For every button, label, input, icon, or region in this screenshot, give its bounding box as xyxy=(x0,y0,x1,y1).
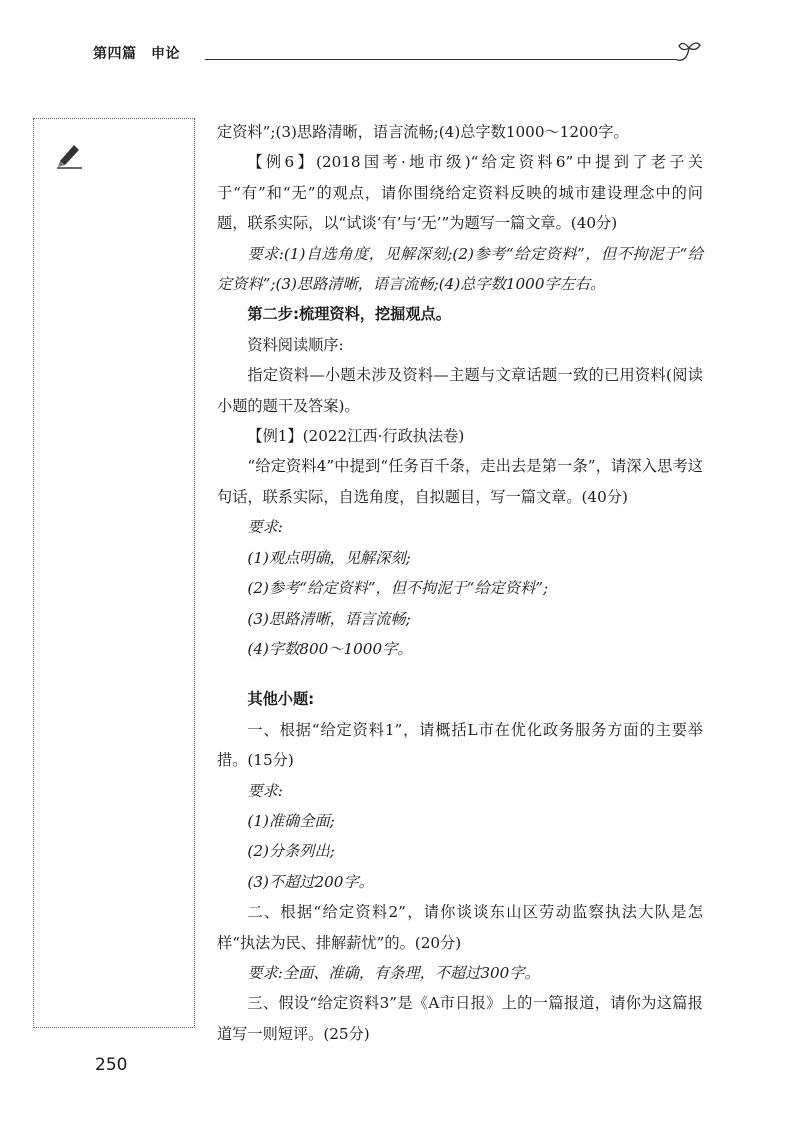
example-1-req-item: (3)思路清晰，语言流畅; xyxy=(247,609,411,628)
step-2-heading: 第二步:梳理资料，挖掘观点。 xyxy=(247,305,451,324)
reading-order-label: 资料阅读顺序: xyxy=(247,335,344,354)
question-2: 二、根据“给定资料2”，请你谈谈东山区劳动监察执法大队是怎样“执法为民、排解薪忧”的。(20分) xyxy=(217,903,703,952)
example-1-req-item: (1)观点明确，见解深刻; xyxy=(247,548,411,567)
question-1-req-item: (1)准确全面; xyxy=(247,811,335,830)
other-questions-heading: 其他小题: xyxy=(247,690,315,709)
example-1-body: “给定资料4”中提到“任务百千条，走出去是第一条”，请深入思考这句话，联系实际，自选角度，自拟题目，写一篇文章。(40分) xyxy=(217,457,703,506)
example-1-title: 【例1】(2022江西·行政执法卷) xyxy=(247,427,465,446)
sprout-icon xyxy=(675,40,703,70)
question-1-req-item: (3)不超过200字。 xyxy=(247,872,374,891)
pencil-icon xyxy=(54,141,84,173)
paragraph: 定资料”;(3)思路清晰，语言流畅;(4)总字数1000～1200字。 xyxy=(217,123,629,141)
question-1: 一、根据“给定资料1”，请概括L市在优化政务服务方面的主要举措。(15分) xyxy=(217,720,703,770)
example-6-requirements: 要求:(1)自选角度，见解深刻;(2)参考“给定资料”，但不拘泥于“给定资料”;(3)思路清晰，语言流畅;(4)总字数1000字左右。 xyxy=(217,244,703,294)
example-6: 【例6】(2018国考·地市级)“给定资料6”中提到了老子关于“有”和“无”的观点，请你围绕给定资料反映的城市建设理念中的问题，联系实际，以“试谈‘有’与‘无’”为题写一篇文章。(40分) xyxy=(217,153,703,233)
running-header xyxy=(93,40,703,70)
question-1-req-label: 要求: xyxy=(247,781,283,800)
question-3: 三、假设“给定资料3”是《A市日报》上的一篇报道，请你为这篇报道写一则短评。(25分) xyxy=(217,994,703,1043)
notes-margin-box xyxy=(33,118,195,1028)
chapter-title: 第四篇 申论 xyxy=(93,46,180,62)
example-1-req-item: (4)字数800～1000字。 xyxy=(247,639,413,658)
question-2-requirements: 要求:全面、准确，有条理，不超过300字。 xyxy=(247,963,540,982)
example-1-req-item: (2)参考“给定资料”，但不拘泥于“给定资料”; xyxy=(247,579,549,598)
page-number: 250 xyxy=(95,1055,128,1075)
example-1-req-label: 要求: xyxy=(247,518,283,537)
reading-order: 指定资料—小题未涉及资料—主题与文章话题一致的已用资料(阅读小题的题干及答案)。 xyxy=(217,366,703,415)
main-text xyxy=(217,117,703,1049)
header-rule xyxy=(205,59,677,60)
question-1-req-item: (2)分条列出; xyxy=(247,842,335,861)
